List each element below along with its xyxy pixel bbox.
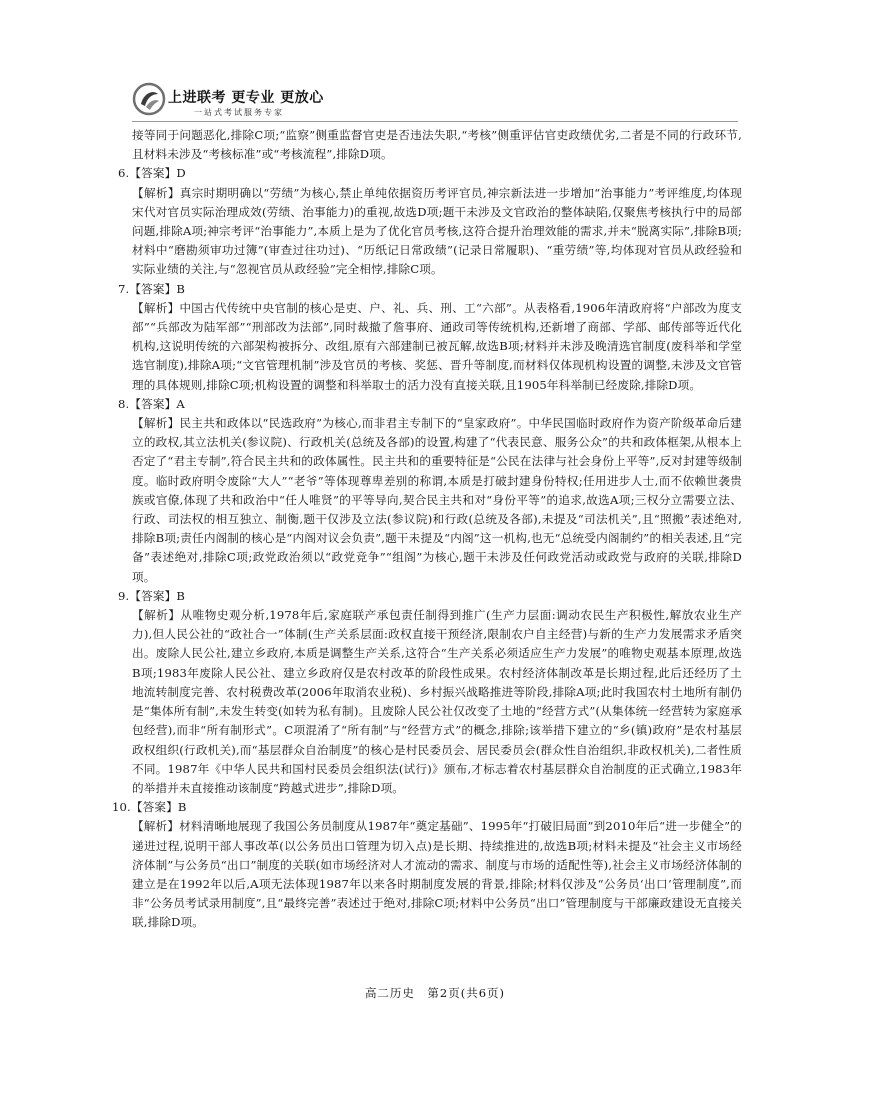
brand-logo-icon [132, 82, 166, 116]
answer-10: 10.【答案】B [112, 800, 187, 815]
header-slogan: 上进联考 更专业 更放心 [168, 90, 324, 106]
answer-explanations [112, 126, 742, 933]
explanation-10: 【解析】材料清晰地展现了我国公务员制度从1987年“奠定基础”、1995年“打破旧局面”到2010年后“进一步健全”的递进过程,说明干部人事改革(以公务员出口管理为切入点)是长期、持续推进的,故选B项;材料未提及“社会主义市场经济体制”与公务员“出口”制度的关联(如市场经济对人才流动的需求、制度与市场的适配性等),社会主义市场经济体制的建立是在1992年以后,A项无法体现1987年以来各时期制度发展的背景,排除;材料仅涉及“公务员‘出口’管理制度”,而非“公务员考试录用制度”,且“最终完善”表述过于绝对,排除C项;材料中公务员“出口”管理制度与干部廉政建设无直接关联,排除D项。 [132, 819, 742, 930]
answer-8: 8.【答案】A [118, 396, 185, 411]
header-subslogan: 一站式考试服务专家 [194, 108, 284, 117]
continuation-paragraph: 接等同于问题恶化,排除C项;“监察”侧重监督官吏是否违法失职,“考核”侧重评估官吏政绩优劣,二者是不同的行政环节,且材料未涉及“考核标准”或“考核流程”,排除D项。 [132, 128, 742, 162]
answer-9: 9.【答案】B [118, 588, 186, 603]
answer-6: 6.【答案】D [118, 166, 186, 181]
page-footer: 高二历史 第2页(共6页) [364, 986, 506, 1000]
header-divider [132, 121, 738, 122]
explanation-8: 【解析】民主共和政体以“民选政府”为核心,而非君主专制下的“皇家政府”。中华民国临时政府作为资产阶级革命后建立的政权,其立法机关(参议院)、行政机关(总统及各部)的设置,构建了“代表民意、服务公众”的共和政体框架,从根本上否定了“君主专制”,符合民主共和的政体属性。民主共和的重要特征是“公民在法律与社会身份上平等”,反对封建等级制度。临时政府明令废除“大人”“老爷”等体现尊卑差别的称谓,本质是打破封建身份特权;任用进步人士,而不依赖世袭贵族或官僚,体现了共和政治中“任人唯贤”的平等导向,契合民主共和对“身份平等”的追求,故选A项;三权分立需要立法、行政、司法权的相互独立、制衡,题干仅涉及立法(参议院)和行政(总统及各部),未提及“司法机关”,且“照搬”表述绝对,排除B项;责任内阁制的核心是“内阁对议会负责”,题干未提及“内阁”这一机构,也无“总统受内阁制约”的相关表述,且“完备”表述绝对,排除C项;政党政治须以“政党竞争”“组阁”为核心,题干未涉及任何政党活动或政党与政府的关联,排除D项。 [132, 416, 742, 584]
answer-7: 7.【答案】B [118, 281, 186, 296]
explanation-9: 【解析】从唯物史观分析,1978年后,家庭联产承包责任制得到推广(生产力层面:调动农民生产积极性,解放农业生产力),但人民公社的“政社合一”体制(生产关系层面:政权直接干预经济,限制农户自主经营)与新的生产力发展需求矛盾突出。废除人民公社,建立乡政府,本质是调整生产关系,这符合“生产关系必须适应生产力发展”的唯物史观基本原理,故选B项;1983年废除人民公社、建立乡政府仅是农村改革的阶段性成果。农村经济体制改革是长期过程,此后还经历了土地流转制度完善、农村税费改革(2006年取消农业税)、乡村振兴战略推进等阶段,排除A项;此时我国农村土地所有制仍是“集体所有制”,未发生转变(如转为私有制)。且废除人民公社仅改变了土地的“经营方式”(从集体统一经营转为家庭承包经营),而非“所有制形式”。C项混淆了“所有制”与“经营方式”的概念,排除;该举措下建立的“乡(镇)政府”是农村基层政权组织(行政机关),而“基层群众自治制度”的核心是村民委员会、居民委员会(群众性自治组织,非政权机关),二者性质不同。1987年《中华人民共和国村民委员会组织法(试行)》颁布,才标志着农村基层群众自治制度的正式确立,1983年的举措并未直接推动该制度“跨越式进步”,排除D项。 [132, 608, 742, 795]
explanation-6: 【解析】真宗时期明确以“劳绩”为核心,禁止单纯依据资历考评官员,神宗新法进一步增加“治事能力”考评维度,均体现宋代对官员实际治理成效(劳绩、治事能力)的重视,故选D项;题干未涉及文官政治的整体缺陷,仅聚焦考核执行中的局部问题,排除A项;神宗考评“治事能力”,本质上是为了优化官员考核,这符合提升治理效能的需求,并未“脱离实际”,排除B项;材料中“磨勘须审功过簿”(审查过往功过)、“历纸记日常政绩”(记录日常履职)、“重劳绩”等,均体现对官员从政经验和实际业绩的关注,与“忽视官员从政经验”完全相悖,排除C项。 [132, 185, 742, 277]
explanation-7: 【解析】中国古代传统中央官制的核心是吏、户、礼、兵、刑、工“六部”。从表格看,1906年清政府将“户部改为度支部”“兵部改为陆军部”“刑部改为法部”,同时裁撤了詹事府、通政司等传统机构,还新增了商部、学部、邮传部等近代化机构,这说明传统的六部架构被拆分、改组,原有六部建制已被瓦解,故选B项;材料并未涉及晚清选官制度(废科举和学堂选官制度),排除A项;“文官管理机制”涉及官员的考核、奖惩、晋升等制度,而材料仅体现机构设置的调整,未涉及文官管理的具体规则,排除C项;机构设置的调整和科举取士的活力没有直接关联,且1905年科举制已经废除,排除D项。 [132, 300, 742, 392]
